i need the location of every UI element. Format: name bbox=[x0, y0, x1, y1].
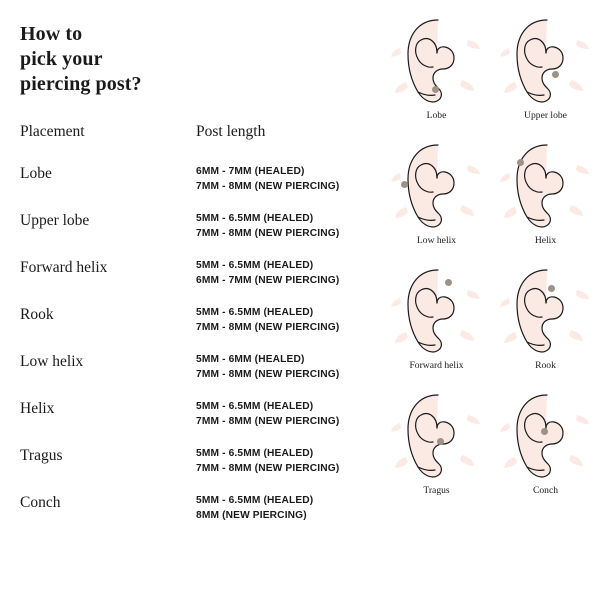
post-length-healed: 5MM - 6MM (HEALED) bbox=[196, 354, 305, 365]
piercing-dot bbox=[445, 279, 452, 286]
column-header-placement: Placement bbox=[20, 123, 85, 140]
info-panel bbox=[20, 22, 380, 535]
ear-illustration bbox=[491, 383, 600, 487]
post-length-new: 6MM - 7MM (NEW PIERCING) bbox=[196, 274, 340, 286]
piercing-dot bbox=[548, 285, 555, 292]
post-length-values bbox=[196, 447, 339, 477]
table-row bbox=[20, 206, 380, 253]
ear-icon bbox=[382, 133, 491, 237]
ear-caption: Lobe bbox=[426, 110, 447, 121]
ear-diagram-row bbox=[382, 383, 600, 508]
ear-caption: Rook bbox=[535, 360, 556, 371]
post-length-values bbox=[196, 494, 313, 524]
ear-icon bbox=[491, 383, 600, 487]
piercing-dot bbox=[432, 86, 439, 93]
piercing-dot bbox=[541, 428, 548, 435]
table-row bbox=[20, 300, 380, 347]
table-row bbox=[20, 441, 380, 488]
placement-label: Conch bbox=[20, 494, 61, 511]
ear-illustration bbox=[491, 133, 600, 237]
piercing-dot bbox=[517, 159, 524, 166]
post-length-values bbox=[196, 259, 339, 289]
ear-icon bbox=[382, 8, 491, 112]
placement-label: Lobe bbox=[20, 165, 52, 182]
table-row bbox=[20, 394, 380, 441]
ear-icon bbox=[382, 258, 491, 362]
placement-label: Tragus bbox=[20, 447, 63, 464]
ear-illustration bbox=[382, 383, 491, 487]
ear-caption: Conch bbox=[532, 485, 559, 496]
post-length-healed: 5MM - 6.5MM (HEALED) bbox=[196, 448, 314, 459]
placement-label: Helix bbox=[20, 400, 55, 417]
table-row bbox=[20, 488, 380, 535]
ear-diagram-upper-lobe bbox=[491, 8, 600, 133]
ear-diagram-grid bbox=[382, 8, 600, 508]
post-length-values bbox=[196, 306, 339, 336]
ear-diagram-row bbox=[382, 133, 600, 258]
post-length-new: 8MM (NEW PIERCING) bbox=[196, 509, 307, 521]
page-title bbox=[20, 22, 200, 97]
placement-label: Forward helix bbox=[20, 259, 108, 276]
ear-diagram-row bbox=[382, 258, 600, 383]
ear-icon bbox=[491, 8, 600, 112]
placement-table bbox=[20, 159, 380, 535]
post-length-healed: 5MM - 6.5MM (HEALED) bbox=[196, 495, 314, 506]
post-length-healed: 5MM - 6.5MM (HEALED) bbox=[196, 213, 314, 224]
table-row bbox=[20, 253, 380, 300]
table-row bbox=[20, 159, 380, 206]
ear-caption: Tragus bbox=[423, 485, 450, 496]
ear-illustration bbox=[491, 8, 600, 112]
post-length-healed: 6MM - 7MM (HEALED) bbox=[196, 166, 305, 177]
post-length-values bbox=[196, 212, 339, 242]
post-length-values bbox=[196, 353, 339, 383]
ear-caption: Forward helix bbox=[409, 360, 464, 371]
piercing-dot bbox=[437, 438, 444, 445]
ear-illustration bbox=[491, 258, 600, 362]
post-length-values bbox=[196, 165, 339, 195]
post-length-new: 7MM - 8MM (NEW PIERCING) bbox=[196, 368, 340, 380]
table-row bbox=[20, 347, 380, 394]
page-title-line-2: pick your bbox=[20, 48, 103, 70]
post-length-new: 7MM - 8MM (NEW PIERCING) bbox=[196, 227, 340, 239]
ear-diagram-low-helix bbox=[382, 133, 491, 258]
ear-diagram-lobe bbox=[382, 8, 491, 133]
page-title-line-3: piercing post? bbox=[20, 73, 142, 95]
column-header-post-length: Post length bbox=[196, 123, 266, 140]
post-length-values bbox=[196, 400, 339, 430]
ear-diagram-helix bbox=[491, 133, 600, 258]
table-header-row bbox=[20, 123, 380, 145]
page-title-line-1: How to bbox=[20, 23, 83, 45]
ear-caption: Upper lobe bbox=[524, 110, 567, 121]
post-length-new: 7MM - 8MM (NEW PIERCING) bbox=[196, 321, 340, 333]
ear-diagram-rook bbox=[491, 258, 600, 383]
piercing-dot bbox=[552, 71, 559, 78]
post-length-healed: 5MM - 6.5MM (HEALED) bbox=[196, 307, 314, 318]
placement-label: Upper lobe bbox=[20, 212, 90, 229]
ear-caption: Helix bbox=[534, 235, 557, 246]
piercing-dot bbox=[401, 181, 408, 188]
post-length-new: 7MM - 8MM (NEW PIERCING) bbox=[196, 180, 340, 192]
placement-label: Rook bbox=[20, 306, 54, 323]
placement-label: Low helix bbox=[20, 353, 84, 370]
ear-diagram-tragus bbox=[382, 383, 491, 508]
ear-illustration bbox=[382, 8, 491, 112]
ear-caption: Low helix bbox=[416, 235, 457, 246]
post-length-healed: 5MM - 6.5MM (HEALED) bbox=[196, 260, 314, 271]
ear-illustration bbox=[382, 258, 491, 362]
ear-illustration bbox=[382, 133, 491, 237]
ear-diagram-forward-helix bbox=[382, 258, 491, 383]
ear-icon bbox=[491, 258, 600, 362]
ear-diagram-conch bbox=[491, 383, 600, 508]
post-length-new: 7MM - 8MM (NEW PIERCING) bbox=[196, 415, 340, 427]
ear-icon bbox=[382, 383, 491, 487]
post-length-new: 7MM - 8MM (NEW PIERCING) bbox=[196, 462, 340, 474]
ear-icon bbox=[491, 133, 600, 237]
ear-diagram-row bbox=[382, 8, 600, 133]
post-length-healed: 5MM - 6.5MM (HEALED) bbox=[196, 401, 314, 412]
